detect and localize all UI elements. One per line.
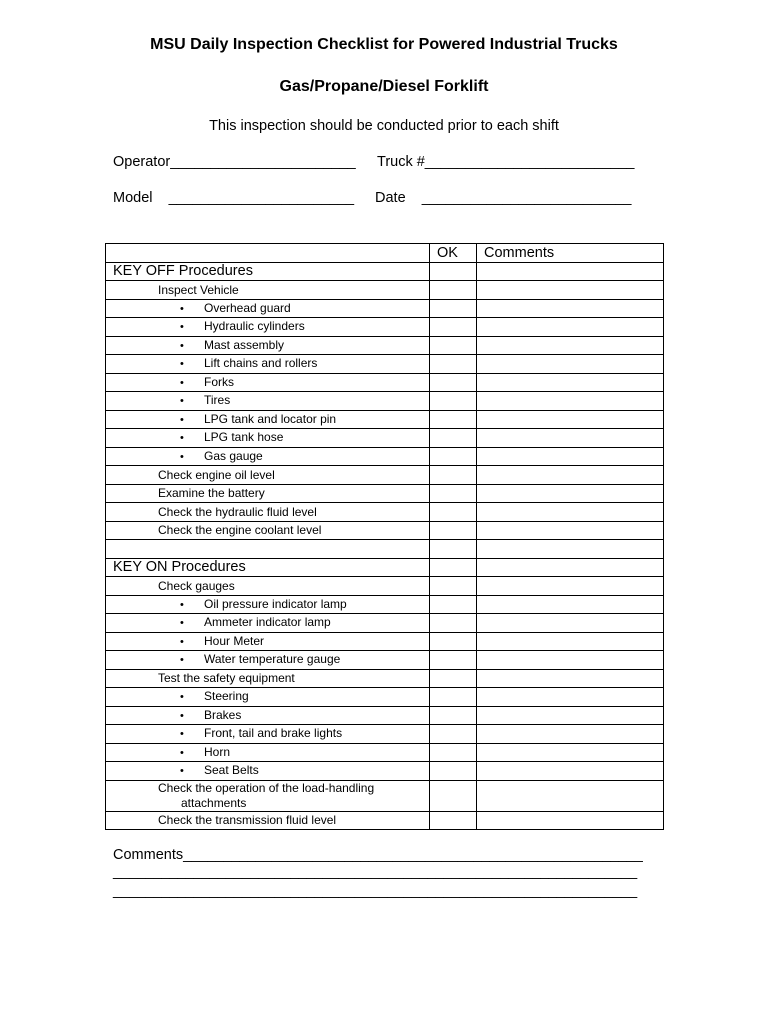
comments-line[interactable]: Comments_________________________________________________________ bbox=[113, 847, 643, 863]
table-row bbox=[106, 299, 664, 318]
table-row bbox=[106, 281, 664, 300]
checklist-item: Check the transmission fluid level bbox=[106, 811, 430, 830]
comments-cell[interactable] bbox=[477, 355, 664, 374]
checklist-item: Check the engine coolant level bbox=[106, 521, 430, 540]
bullet-icon: • bbox=[180, 413, 184, 426]
checklist-subitem-label: Gas gauge bbox=[204, 448, 263, 463]
ok-cell[interactable] bbox=[430, 410, 477, 429]
table-row bbox=[106, 429, 664, 448]
comments-cell[interactable] bbox=[477, 484, 664, 503]
checklist-subitem-label: Front, tail and brake lights bbox=[204, 726, 343, 741]
ok-cell[interactable] bbox=[430, 336, 477, 355]
checklist-subitem-label: Horn bbox=[204, 744, 231, 759]
ok-cell[interactable] bbox=[430, 429, 477, 448]
checklist-item: Check gauges bbox=[106, 577, 430, 596]
ok-cell[interactable] bbox=[430, 811, 477, 830]
table-row bbox=[106, 373, 664, 392]
bullet-icon: • bbox=[180, 709, 184, 722]
checklist-subitem-label: Overhead guard bbox=[204, 300, 291, 315]
inspection-checklist-table bbox=[105, 243, 664, 830]
bullet-icon: • bbox=[180, 321, 184, 334]
ok-cell[interactable] bbox=[430, 318, 477, 337]
table-row bbox=[106, 410, 664, 429]
checklist-subitem bbox=[106, 614, 430, 633]
checklist-subitem-label: Brakes bbox=[204, 707, 242, 722]
table-row bbox=[106, 743, 664, 762]
checklist-subitem bbox=[106, 429, 430, 448]
bullet-icon: • bbox=[180, 339, 184, 352]
page-subtitle: Gas/Propane/Diesel Forklift bbox=[279, 78, 489, 95]
checklist-subitem bbox=[106, 318, 430, 337]
checklist-subitem bbox=[106, 743, 430, 762]
table-row bbox=[106, 262, 664, 281]
table-row bbox=[106, 811, 664, 830]
checklist-subitem bbox=[106, 299, 430, 318]
comments-cell[interactable] bbox=[477, 447, 664, 466]
instruction-text: This inspection should be conducted prior to each shift bbox=[209, 118, 559, 134]
checklist-subitem-label: LPG tank and locator pin bbox=[204, 411, 337, 426]
comments-cell[interactable] bbox=[477, 706, 664, 725]
checklist-subitem bbox=[106, 725, 430, 744]
comments-cell[interactable] bbox=[477, 558, 664, 577]
comments-cell[interactable] bbox=[477, 725, 664, 744]
table-row bbox=[106, 595, 664, 614]
operator-field[interactable]: Operator_______________________ bbox=[113, 154, 356, 170]
table-header-row bbox=[106, 244, 664, 263]
table-row bbox=[106, 651, 664, 670]
ok-cell[interactable] bbox=[430, 540, 477, 559]
table-row bbox=[106, 725, 664, 744]
ok-cell[interactable] bbox=[430, 651, 477, 670]
ok-cell[interactable] bbox=[430, 743, 477, 762]
header-ok: OK bbox=[430, 244, 477, 263]
checklist-subitem-label: Steering bbox=[204, 689, 249, 704]
ok-cell[interactable] bbox=[430, 706, 477, 725]
comments-cell[interactable] bbox=[477, 410, 664, 429]
model-field[interactable]: Model _______________________ bbox=[113, 190, 355, 206]
checklist-item bbox=[106, 780, 430, 811]
bullet-icon: • bbox=[180, 432, 184, 445]
table-row bbox=[106, 558, 664, 577]
ok-cell[interactable] bbox=[430, 373, 477, 392]
bullet-icon: • bbox=[180, 654, 184, 667]
section-heading: KEY OFF Procedures bbox=[106, 262, 430, 281]
bullet-icon: • bbox=[180, 358, 184, 371]
checklist-item-label: Check the operation of the load-handling bbox=[158, 780, 375, 795]
checklist-subitem-label: Hour Meter bbox=[204, 633, 265, 648]
checklist-subitem-label: Forks bbox=[204, 374, 234, 389]
comments-cell[interactable] bbox=[477, 281, 664, 300]
checklist-subitem bbox=[106, 688, 430, 707]
checklist-subitem-label: Hydraulic cylinders bbox=[204, 319, 305, 334]
header-item bbox=[106, 244, 430, 263]
checklist-subitem-label: Lift chains and rollers bbox=[204, 356, 318, 371]
comments-cell[interactable] bbox=[477, 669, 664, 688]
ok-cell[interactable] bbox=[430, 595, 477, 614]
comments-cell[interactable] bbox=[477, 614, 664, 633]
ok-cell[interactable] bbox=[430, 577, 477, 596]
table-row bbox=[106, 355, 664, 374]
checklist-subitem bbox=[106, 706, 430, 725]
table-row bbox=[106, 706, 664, 725]
table-row bbox=[106, 614, 664, 633]
table-row bbox=[106, 521, 664, 540]
blank-cell bbox=[106, 540, 430, 559]
checklist-subitem-label: Oil pressure indicator lamp bbox=[204, 596, 347, 611]
comments-cell[interactable] bbox=[477, 373, 664, 392]
checklist-subitem bbox=[106, 595, 430, 614]
checklist-subitem-label: LPG tank hose bbox=[204, 430, 284, 445]
comments-cell[interactable] bbox=[477, 688, 664, 707]
checklist-subitem bbox=[106, 410, 430, 429]
table-row bbox=[106, 503, 664, 522]
bullet-icon: • bbox=[180, 450, 184, 463]
table-row bbox=[106, 577, 664, 596]
checklist-subitem bbox=[106, 373, 430, 392]
bullet-icon: • bbox=[180, 395, 184, 408]
header-comments: Comments bbox=[477, 244, 664, 263]
bullet-icon: • bbox=[180, 691, 184, 704]
checklist-subitem bbox=[106, 392, 430, 411]
ok-cell[interactable] bbox=[430, 355, 477, 374]
table-row bbox=[106, 484, 664, 503]
table-row bbox=[106, 336, 664, 355]
table-row bbox=[106, 318, 664, 337]
table-row bbox=[106, 540, 664, 559]
table-row bbox=[106, 780, 664, 811]
bullet-icon: • bbox=[180, 765, 184, 778]
ok-cell[interactable] bbox=[430, 466, 477, 485]
checklist-subitem bbox=[106, 651, 430, 670]
checklist-item-label-cont: attachments bbox=[181, 795, 247, 810]
ok-cell[interactable] bbox=[430, 299, 477, 318]
bullet-icon: • bbox=[180, 728, 184, 741]
ok-cell[interactable] bbox=[430, 688, 477, 707]
ok-cell[interactable] bbox=[430, 262, 477, 281]
table-row bbox=[106, 762, 664, 781]
ok-cell[interactable] bbox=[430, 669, 477, 688]
checklist-subitem bbox=[106, 447, 430, 466]
ok-cell[interactable] bbox=[430, 725, 477, 744]
ok-cell[interactable] bbox=[430, 521, 477, 540]
date-field[interactable]: Date __________________________ bbox=[375, 190, 632, 206]
truck-number-field[interactable]: Truck #__________________________ bbox=[377, 154, 635, 170]
section-heading: KEY ON Procedures bbox=[106, 558, 430, 577]
comments-cell[interactable] bbox=[477, 521, 664, 540]
comments-cell[interactable] bbox=[477, 632, 664, 651]
ok-cell[interactable] bbox=[430, 392, 477, 411]
comments-cell[interactable] bbox=[477, 503, 664, 522]
comments-cell[interactable] bbox=[477, 262, 664, 281]
comments-cell[interactable] bbox=[477, 392, 664, 411]
table-row bbox=[106, 466, 664, 485]
checklist-subitem bbox=[106, 762, 430, 781]
bullet-icon: • bbox=[180, 302, 184, 315]
checklist-subitem bbox=[106, 632, 430, 651]
checklist-subitem-label: Mast assembly bbox=[204, 337, 285, 352]
comments-cell[interactable] bbox=[477, 466, 664, 485]
checklist-item: Check the hydraulic fluid level bbox=[106, 503, 430, 522]
checklist-item: Examine the battery bbox=[106, 484, 430, 503]
bullet-icon: • bbox=[180, 376, 184, 389]
comments-cell[interactable] bbox=[477, 780, 664, 811]
checklist-subitem bbox=[106, 336, 430, 355]
comments-cell[interactable] bbox=[477, 762, 664, 781]
ok-cell[interactable] bbox=[430, 484, 477, 503]
comments-cell[interactable] bbox=[477, 299, 664, 318]
bullet-icon: • bbox=[180, 746, 184, 759]
page-title: MSU Daily Inspection Checklist for Powered Industrial Trucks bbox=[150, 36, 618, 53]
checklist-item: Inspect Vehicle bbox=[106, 281, 430, 300]
ok-cell[interactable] bbox=[430, 780, 477, 811]
comments-cell[interactable] bbox=[477, 811, 664, 830]
table-row bbox=[106, 632, 664, 651]
ok-cell[interactable] bbox=[430, 632, 477, 651]
table-row bbox=[106, 447, 664, 466]
comments-cell[interactable] bbox=[477, 540, 664, 559]
comments-cell[interactable] bbox=[477, 429, 664, 448]
ok-cell[interactable] bbox=[430, 614, 477, 633]
checklist-item: Test the safety equipment bbox=[106, 669, 430, 688]
comments-line[interactable]: _________________________________________________________________ bbox=[113, 864, 638, 880]
table-row bbox=[106, 392, 664, 411]
table-row bbox=[106, 688, 664, 707]
comments-cell[interactable] bbox=[477, 577, 664, 596]
ok-cell[interactable] bbox=[430, 762, 477, 781]
checklist-subitem-label: Water temperature gauge bbox=[204, 652, 341, 667]
ok-cell[interactable] bbox=[430, 558, 477, 577]
checklist-item: Check engine oil level bbox=[106, 466, 430, 485]
comments-line[interactable]: _________________________________________________________________ bbox=[113, 883, 638, 899]
ok-cell[interactable] bbox=[430, 281, 477, 300]
checklist-subitem-label: Tires bbox=[204, 393, 231, 408]
comments-cell[interactable] bbox=[477, 743, 664, 762]
bullet-icon: • bbox=[180, 617, 184, 630]
checklist-subitem-label: Ammeter indicator lamp bbox=[204, 615, 331, 630]
comments-cell[interactable] bbox=[477, 595, 664, 614]
comments-cell[interactable] bbox=[477, 318, 664, 337]
bullet-icon: • bbox=[180, 635, 184, 648]
checklist-subitem bbox=[106, 355, 430, 374]
comments-cell[interactable] bbox=[477, 651, 664, 670]
table-row bbox=[106, 669, 664, 688]
ok-cell[interactable] bbox=[430, 503, 477, 522]
checklist-subitem-label: Seat Belts bbox=[204, 763, 259, 778]
ok-cell[interactable] bbox=[430, 447, 477, 466]
comments-cell[interactable] bbox=[477, 336, 664, 355]
bullet-icon: • bbox=[180, 598, 184, 611]
